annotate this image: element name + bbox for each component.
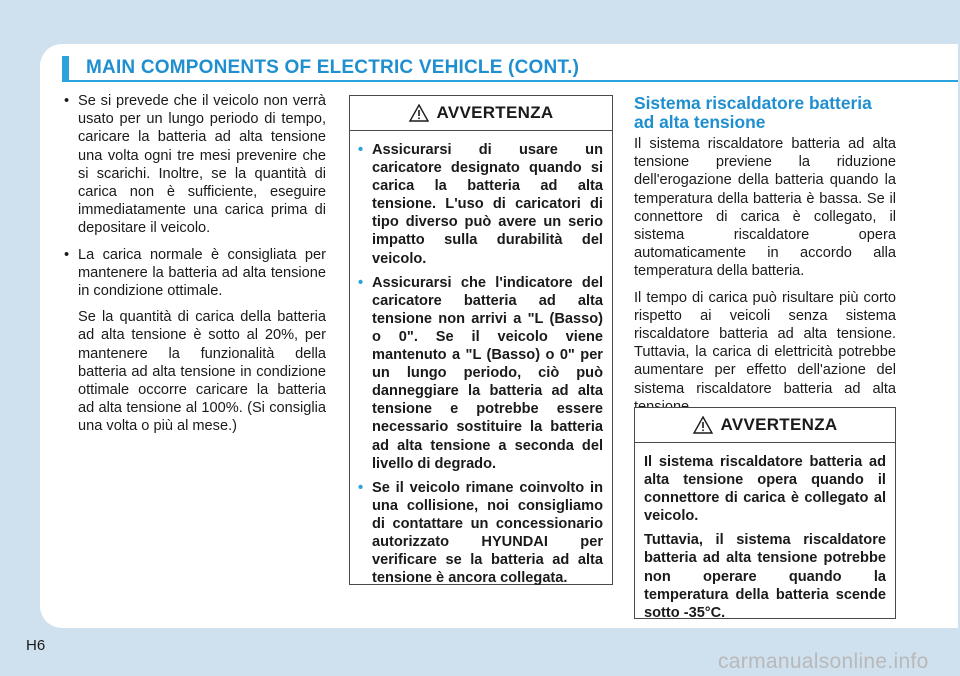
bullet-text: Se si prevede che il veicolo non verrà usato per un lungo periodo di tempo, caricare la batteria ad alta tensione una volta ogni tre mesi prevenire che si scarichi. Inoltre, se la quantità di carica non è sufficiente, eseguire immediatamente una carica prima di depositare il veicolo. xyxy=(78,93,326,237)
bullet-text: La carica normale è consigliata per mantenere la batteria ad alta tensione in condizione ottimale. xyxy=(78,246,326,300)
right-column xyxy=(634,94,896,424)
list-item xyxy=(358,141,603,268)
list-item xyxy=(62,92,326,238)
warning-header xyxy=(635,408,895,443)
list-item xyxy=(358,274,603,473)
page-title: MAIN COMPONENTS OF ELECTRIC VEHICLE (CONT.) xyxy=(86,57,580,78)
bullet-icon: • xyxy=(358,142,364,158)
section-title: Sistema riscaldatore batteria ad alta tensione xyxy=(634,93,872,132)
left-column xyxy=(62,92,326,436)
warning-title: AVVERTENZA xyxy=(436,103,554,122)
warning-text: Se il veicolo rimane coinvolto in una collisione, noi consigliamo di contattare un concessionario autorizzato HYUNDAI per verificare se la batteria ad alta tensione è ancora collegata. xyxy=(372,479,603,587)
warning-triangle-icon xyxy=(693,416,713,434)
header-accent-bar xyxy=(62,56,69,80)
warning-header xyxy=(350,96,612,131)
page-number: H6 xyxy=(26,637,46,654)
warning-text: Tuttavia, il sistema riscaldatore batteria ad alta tensione potrebbe non operare quando la temperatura della batteria scende sotto -35°C. xyxy=(644,532,886,621)
paragraph: Il tempo di carica può risultare più corto rispetto ai veicoli senza sistema riscaldatore batteria ad alta tensione. Tuttavia, la carica di elettricità potrebbe aumentare per effetto dell'azione del sistema riscaldatore batteria ad alta xyxy=(634,289,896,397)
warning-body xyxy=(635,443,895,622)
bullet-icon: • xyxy=(358,274,364,291)
paragraph: Il sistema riscaldatore batteria ad alta tensione previene la riduzione dell'erogazione della batteria quando la temperatura della batteria è bassa. Se il connettore di carica è collegato, il sistema riscaldatore opera automaticamente in accordo alla temperatura della batteria. xyxy=(634,136,896,280)
warning-triangle-icon xyxy=(409,104,429,122)
warning-text: Assicurarsi che l'indicatore del caricatore batteria ad alta tensione non arrivi a "L (Basso) o 0". Se il veicolo viene mantenuto a "L (Basso) o 0" per un lungo periodo, ciò può danneggiare la batteria ad alta tensione e potrebbe essere necessario sostituire la batteria ad alta tensione a seconda del livello di degrado. xyxy=(372,274,603,472)
warning-box xyxy=(349,95,613,585)
warning-body xyxy=(350,131,612,587)
bullet-icon: • xyxy=(358,479,364,496)
warning-box xyxy=(634,407,896,619)
warning-text: Il sistema riscaldatore batteria ad alta tensione opera quando il connettore di carica è collegato al veicolo. xyxy=(644,454,886,525)
warning-title: AVVERTENZA xyxy=(720,415,838,434)
warning-text: Assicurarsi di usare un caricatore designato quando si carica la batteria ad alta tensione. L'uso di caricatori di tipo diverso può avere un serio impatto sulla durabilità del veicolo. xyxy=(372,142,603,267)
watermark: carmanualsonline.info xyxy=(718,650,929,673)
header-underline xyxy=(62,80,958,82)
list-item xyxy=(62,246,326,301)
bullet-icon: • xyxy=(64,246,70,263)
sub-paragraph: Se la quantità di carica della batteria ad alta tensione è sotto al 20%, per mantenere la funzionalità della batteria ad alta tensione in condizione ottimale occorre caricare la batteria ad alta tensione al 100%. (Si consiglia una volta o più al mese.) xyxy=(78,309,326,435)
bullet-icon: • xyxy=(64,93,70,109)
list-item xyxy=(358,479,603,588)
